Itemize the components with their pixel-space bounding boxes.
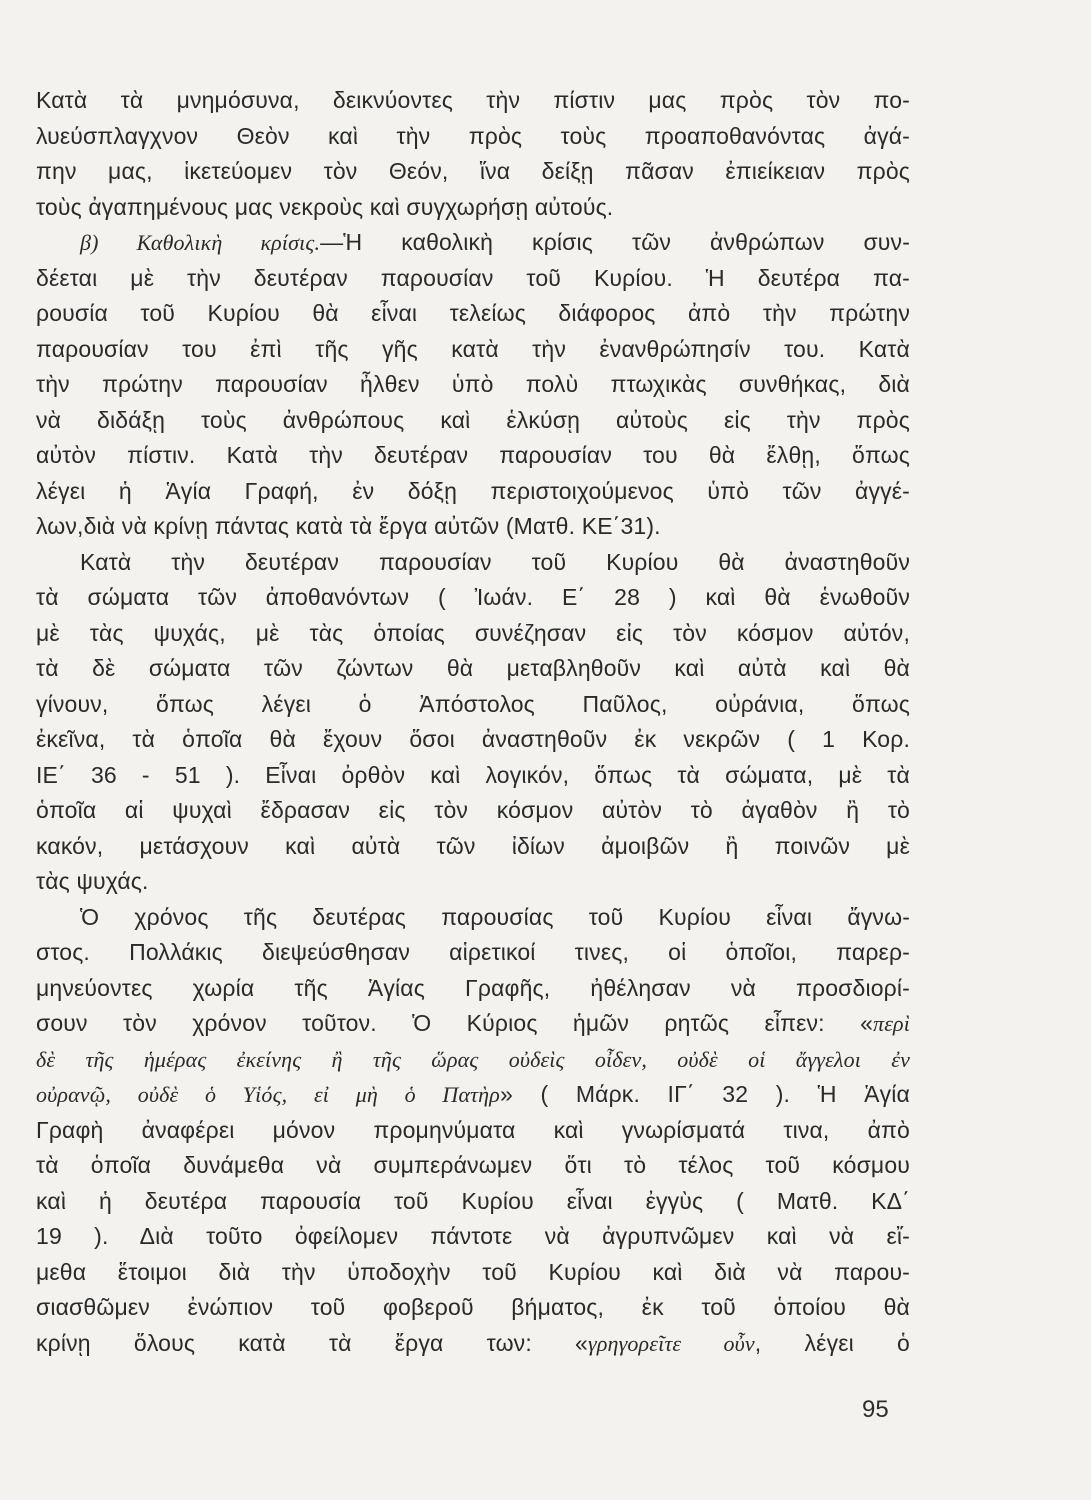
text-segment: Ὁ χρόνος τῆς δευτέρας παρουσίας τοῦ Κυρίου εἶναι ἄγνω- xyxy=(80,903,910,930)
paragraph xyxy=(36,225,910,545)
text-line xyxy=(36,154,910,190)
text-segment: δέεται μὲ τὴν δευτέραν παρουσίαν τοῦ Κυρίου. Ἡ δευτέρα πα- xyxy=(36,264,910,291)
text-segment: στος. Πολλάκις διεψεύσθησαν αἱρετικοί τινες, οἱ ὁποῖοι, παρερ- xyxy=(36,939,910,965)
text-line xyxy=(36,190,910,226)
text-line xyxy=(36,1219,910,1255)
text-segment: Κατὰ τὰ μνημόσυνα, δεικνύοντες τὴν πίστιν μας πρὸς τὸν πο- xyxy=(36,87,910,113)
text-segment: μεθα ἕτοιμοι διὰ τὴν ὑποδοχὴν τοῦ Κυρίου καὶ διὰ νὰ παρου- xyxy=(36,1258,910,1285)
text-segment: λέγει ἡ Ἁγία Γραφή, ἐν δόξῃ περιστοιχούμενος ὑπὸ τῶν ἀγγέ- xyxy=(36,477,910,504)
page-number: 95 xyxy=(862,1396,889,1423)
italic-text-segment: γρηγορεῖτε οὖν xyxy=(588,1330,755,1356)
text-segment: Γραφὴ ἀναφέρει μόνον προμηνύματα καὶ γνωρίσματά τινα, ἀπὸ xyxy=(36,1116,910,1143)
text-segment: ΙΕ΄ 36 - 51 ). Εἶναι ὀρθὸν καὶ λογικόν, ὅπως τὰ σώματα, μὲ τὰ xyxy=(36,761,910,788)
text-line xyxy=(36,829,910,865)
text-column xyxy=(36,83,910,1361)
paragraph xyxy=(36,83,910,225)
text-segment: κρίνῃ ὅλους κατὰ τὰ ἔργα των: « xyxy=(36,1329,588,1356)
text-segment: τὰ δὲ σώματα τῶν ζώντων θὰ μεταβληθοῦν καὶ αὐτὰ καὶ θὰ xyxy=(36,655,910,681)
text-line xyxy=(36,509,910,545)
text-line xyxy=(36,971,910,1007)
text-segment: τοὺς ἀγαπημένους μας νεκροὺς καὶ συγχωρήσῃ αὐτούς. xyxy=(36,193,614,220)
text-segment: νὰ διδάξῃ τοὺς ἀνθρώπους καὶ ἑλκύσῃ αὐτοὺς εἰς τὴν πρὸς xyxy=(36,406,910,433)
text-segment: Κατὰ τὴν δευτέραν παρουσίαν τοῦ Κυρίου θὰ ἀναστηθοῦν xyxy=(80,548,910,575)
text-line xyxy=(36,1113,910,1149)
text-line xyxy=(36,474,910,510)
text-line xyxy=(36,1184,910,1220)
text-line xyxy=(36,367,910,403)
text-segment: τὰς ψυχάς. xyxy=(36,868,149,894)
text-line xyxy=(36,296,910,332)
text-segment: αὐτὸν πίστιν. Κατὰ τὴν δευτέραν παρουσίαν του θὰ ἔλθῃ, ὅπως xyxy=(36,442,910,468)
text-line xyxy=(36,119,910,155)
text-line xyxy=(36,225,910,261)
text-segment: μηνεύοντες χωρία τῆς Ἁγίας Γραφῆς, ἠθέλησαν νὰ προσδιορί- xyxy=(36,974,910,1001)
paragraph xyxy=(36,545,910,900)
text-line xyxy=(36,545,910,581)
text-line xyxy=(36,722,910,758)
text-line xyxy=(36,616,910,652)
italic-text-segment: δὲ τῆς ἡμέρας ἐκείνης ἢ τῆς ὥρας οὐδεὶς οἶδεν, οὐδὲ οἱ ἄγγελοι ἐν xyxy=(36,1046,910,1072)
text-segment: σουν τὸν χρόνον τοῦτον. Ὁ Κύριος ἡμῶν ρητῶς εἶπεν: « xyxy=(36,1010,874,1036)
text-line xyxy=(36,1006,910,1042)
text-segment: γίνουν, ὅπως λέγει ὁ Ἀπόστολος Παῦλος, οὐράνια, ὅπως xyxy=(36,690,910,717)
text-segment: ὁποῖα αἱ ψυχαὶ ἔδρασαν εἰς τὸν κόσμον αὐτὸν τὸ ἀγαθὸν ἢ τὸ xyxy=(36,797,910,823)
text-line xyxy=(36,935,910,971)
text-segment: τὰ σώματα τῶν ἀποθανόντων ( Ἰωάν. Ε΄ 28 ) καὶ θὰ ἑνωθοῦν xyxy=(36,584,910,610)
text-line xyxy=(36,332,910,368)
text-line xyxy=(36,651,910,687)
italic-text-segment: περὶ xyxy=(873,1011,910,1036)
text-segment: παρουσίαν του ἐπὶ τῆς γῆς κατὰ τὴν ἐνανθρώπησίν του. Κατὰ xyxy=(36,335,910,362)
text-line xyxy=(36,687,910,723)
text-line xyxy=(36,900,910,936)
text-segment: ἐκεῖνα, τὰ ὁποῖα θὰ ἔχουν ὅσοι ἀναστηθοῦν ἐκ νεκρῶν ( 1 Κορ. xyxy=(36,726,910,752)
text-line xyxy=(36,1326,910,1362)
text-segment: τὴν πρώτην παρουσίαν ἦλθεν ὑπὸ πολὺ πτωχικὰς συνθήκας, διὰ xyxy=(36,371,910,397)
text-segment: τὰ ὁποῖα δυνάμεθα νὰ συμπεράνωμεν ὅτι τὸ τέλος τοῦ κόσμου xyxy=(36,1152,910,1178)
text-segment: πην μας, ἱκετεύομεν τὸν Θεόν, ἵνα δείξῃ πᾶσαν ἐπιείκειαν πρὸς xyxy=(36,158,910,184)
text-line xyxy=(36,83,910,119)
italic-text-segment: οὐρανῷ, οὐδὲ ὁ Υἱός, εἰ μὴ ὁ Πατὴρ xyxy=(36,1082,500,1107)
text-line xyxy=(36,758,910,794)
text-segment: ρουσία τοῦ Κυρίου θὰ εἶναι τελείως διάφορος ἀπὸ τὴν πρώτην xyxy=(36,300,910,326)
text-line xyxy=(36,1042,910,1078)
text-line xyxy=(36,1077,910,1113)
text-segment: —Ἡ καθολικὴ κρίσις τῶν ἀνθρώπων συν- xyxy=(320,229,910,255)
text-segment: κακόν, μετάσχουν καὶ αὐτὰ τῶν ἰδίων ἀμοιβῶν ἢ ποινῶν μὲ xyxy=(36,832,910,859)
text-segment: 19 ). Διὰ τοῦτο ὀφείλομεν πάντοτε νὰ ἀγρυπνῶμεν καὶ νὰ εἴ- xyxy=(36,1223,910,1249)
text-segment: , λέγει ὁ xyxy=(754,1329,910,1356)
text-line xyxy=(36,580,910,616)
paragraph xyxy=(36,900,910,1362)
text-line xyxy=(36,1255,910,1291)
text-line xyxy=(36,261,910,297)
text-segment: λων,διὰ νὰ κρίνῃ πάντας κατὰ τὰ ἔργα αὐτῶν (Ματθ. ΚΕ΄31). xyxy=(36,513,661,539)
text-segment: » ( Μάρκ. ΙΓ΄ 32 ). Ἡ Ἁγία xyxy=(499,1081,910,1107)
text-segment: σιασθῶμεν ἐνώπιον τοῦ φοβεροῦ βήματος, ἐκ τοῦ ὁποίου θὰ xyxy=(36,1294,910,1320)
text-segment: λυεύσπλαγχνον Θεὸν καὶ τὴν πρὸς τοὺς προαποθανόντας ἀγά- xyxy=(36,122,910,149)
text-segment: μὲ τὰς ψυχάς, μὲ τὰς ὁποίας συνέζησαν εἰς τὸν κόσμον αὐτόν, xyxy=(36,619,910,646)
text-line xyxy=(36,1290,910,1326)
text-line xyxy=(36,793,910,829)
text-segment: καὶ ἡ δευτέρα παρουσία τοῦ Κυρίου εἶναι ἐγγὺς ( Ματθ. ΚΔ΄ xyxy=(36,1187,910,1214)
italic-text-segment: β) Καθολικὴ κρίσις. xyxy=(80,230,321,255)
text-line xyxy=(36,403,910,439)
text-line xyxy=(36,438,910,474)
text-line xyxy=(36,1148,910,1184)
text-line xyxy=(36,864,910,900)
